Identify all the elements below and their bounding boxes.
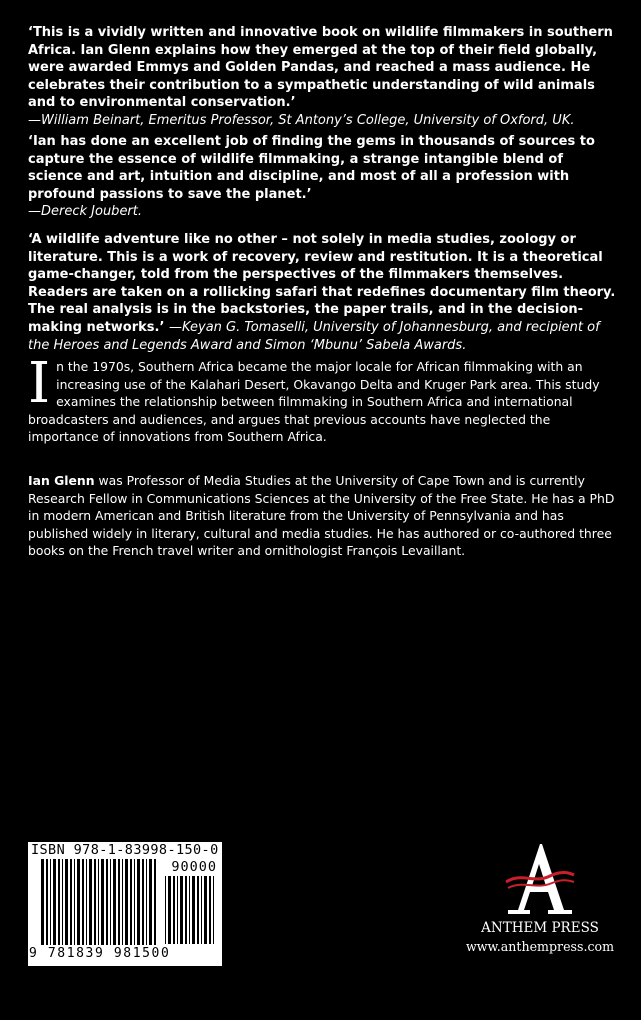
barcode-bar (62, 859, 63, 945)
barcode-bar (70, 859, 72, 945)
barcode-bar (113, 859, 116, 945)
author-name: Ian Glenn (28, 473, 95, 488)
barcode-bar (154, 859, 156, 945)
barcode-bar (201, 876, 202, 944)
barcode-bar (165, 876, 166, 944)
barcode-bar (122, 859, 123, 945)
barcode-bar (74, 859, 75, 945)
barcode-bar (125, 859, 128, 945)
barcode-bar (50, 859, 51, 945)
barcode-bar (189, 876, 190, 944)
barcode-bar (185, 876, 187, 944)
barcode-bar (197, 876, 199, 944)
blurb-text: ‘Ian has done an excellent job of finding the gems in thousands of sources to capture the essence of wildlife filmmaking, a strange intangible blend of science and art, intuition and discipline, and most of all a profession with profound passions to save the planet.’ (28, 134, 595, 202)
blurb-tomaselli (28, 231, 618, 354)
blurb-text: ‘A wildlife adventure like no other – not solely in media studies, zoology or literature. This is a work of recovery, review and restitution. It is a theoretical game-changer, told from the perspectives of the filmmakers themselves. Readers are taken on a rollicking safari that redefines documentary film theory. The real analysis is in the backstories, the paper trails, and in the decision-making networks.’ (28, 232, 616, 335)
barcode-bar (98, 859, 99, 945)
isbn-label: ISBN 978-1-83998-150-0 (31, 842, 219, 858)
barcode-bar (77, 859, 80, 945)
barcode-bar (168, 876, 171, 944)
description-text: n the 1970s, Southern Africa became the major locale for African filmmaking with an increasing use of the Kalahari Desert, Okavango Delta and Kruger Park area. This study examines the relationship between filmmaking in Southern Africa and international broadcasters and audiences, and argues that previous accounts have neglected the importance of innovations from Southern Africa. (28, 359, 600, 445)
drop-cap: I (28, 351, 51, 416)
ean-barcode-bars (41, 859, 159, 945)
barcode-bar (137, 859, 140, 945)
blurb-attribution: —Keyan G. Tomaselli, University of Johannesburg, and recipient of the Heroes and Legends Award and Simon ‘Mbunu’ Sabela Awards. (28, 319, 600, 353)
anthem-press-logo (460, 842, 620, 972)
anthem-a-icon (504, 842, 576, 918)
barcode-bar (204, 876, 207, 944)
barcode-bar (65, 859, 68, 945)
barcode-bar (118, 859, 120, 945)
barcode-bar (89, 859, 92, 945)
barcode-bar (101, 859, 104, 945)
bio-text: was Professor of Media Studies at the University of Cape Town and is currently Research Fellow in Communications Sciences at the University of the Free State. He has a PhD in modern American and British literature from the University of Pennsylvania and has published widely in literary, cultural and media studies. He has authored or co-authored three books on the French travel writer and ornithologist François Levaillant. (28, 473, 615, 559)
blurb-beinart (28, 24, 618, 130)
barcode-bar (58, 859, 60, 945)
blurb-attribution: —William Beinart, Emeritus Professor, St Antony’s College, University of Oxford, UK. (28, 112, 575, 128)
publisher-name: ANTHEM PRESS (481, 920, 599, 936)
blurb-joubert (28, 133, 618, 221)
barcode-bar (106, 859, 108, 945)
barcode-bar (209, 876, 211, 944)
barcode-bar (41, 859, 44, 945)
barcode-bar (180, 876, 183, 944)
book-description (28, 351, 618, 446)
barcode-bar (149, 859, 152, 945)
barcode-bar (86, 859, 87, 945)
barcode-bar (192, 876, 195, 944)
addon-barcode-bars (165, 876, 217, 944)
blurb-text: ‘This is a vividly written and innovative book on wildlife filmmakers in southern Africa. Ian Glenn explains how they emerged at the top of their field globally, were awarded Emmys and Golden Pandas, and reached a mass audience. He celebrates their contribution to a sympathetic understanding of wild animals and to environmental conservation.’ (28, 25, 613, 111)
barcode-bar (134, 859, 135, 945)
blurb-attribution: —Dereck Joubert. (28, 204, 143, 220)
barcode-bar (173, 876, 175, 944)
isbn-barcode (28, 842, 222, 966)
ean-digits: 9 781839 981500 (29, 946, 171, 961)
author-bio (28, 472, 618, 560)
barcode-bar (53, 859, 56, 945)
barcode-bar (213, 876, 214, 944)
barcode-bar (110, 859, 111, 945)
barcode-bar (94, 859, 96, 945)
price-code: 90000 (171, 859, 217, 875)
barcode-bar (146, 859, 147, 945)
barcode-bar (82, 859, 84, 945)
barcode-bar (46, 859, 48, 945)
publisher-url: www.anthempress.com (465, 939, 615, 954)
barcode-bar (130, 859, 132, 945)
barcode-bar (142, 859, 144, 945)
barcode-bar (177, 876, 178, 944)
